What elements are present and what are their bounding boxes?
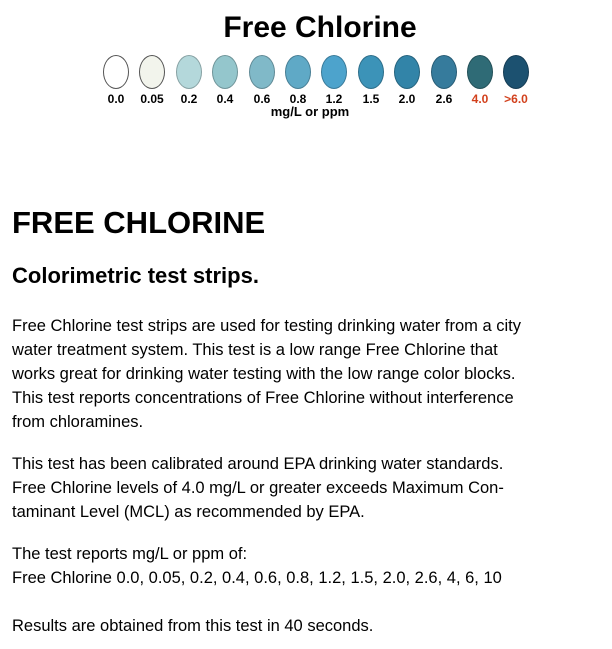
text-line: This test has been calibrated around EPA drinking water standards.: [12, 455, 504, 473]
document-subheading: Colorimetric test strips.: [12, 263, 259, 288]
paragraph-result-time: [12, 614, 608, 638]
color-swatch: [467, 55, 493, 89]
color-swatch: [139, 55, 165, 89]
text-line: This test reports concentrations of Free Chlorine without interference: [12, 389, 514, 407]
color-swatch: [321, 55, 347, 89]
swatch-label: >6.0: [504, 92, 528, 106]
color-swatch: [212, 55, 238, 89]
unit-label: mg/L or ppm: [270, 104, 350, 119]
color-swatch: [285, 55, 311, 89]
swatch-label: 4.0: [471, 92, 489, 106]
text-line: Free Chlorine test strips are used for testing drinking water from a city: [12, 317, 521, 335]
paragraph-reported-values: [12, 542, 608, 590]
swatch-label: 2.6: [435, 92, 453, 106]
text-line: Free Chlorine 0.0, 0.05, 0.2, 0.4, 0.6, 0.8, 1.2, 1.5, 2.0, 2.6, 4, 6, 10: [12, 569, 502, 587]
text-line: works great for drinking water testing with the low range color blocks.: [12, 365, 516, 383]
swatch-label: 0.8: [289, 92, 307, 106]
swatch-label: 0.05: [140, 92, 164, 106]
color-swatch: [431, 55, 457, 89]
color-swatch: [103, 55, 129, 89]
text-line: water treatment system. This test is a low range Free Chlorine that: [12, 341, 498, 359]
text-line: Results are obtained from this test in 40 seconds.: [12, 617, 374, 635]
swatch-label: 0.2: [180, 92, 198, 106]
text-line: from chloramines.: [12, 413, 144, 431]
text-line: taminant Level (MCL) as recommended by EPA.: [12, 503, 365, 521]
swatch-label: 1.5: [362, 92, 380, 106]
text-line: Free Chlorine levels of 4.0 mg/L or greater exceeds Maximum Con-: [12, 479, 504, 497]
color-swatch: [249, 55, 275, 89]
paragraph-description: [12, 314, 608, 434]
swatch-label: 0.4: [216, 92, 234, 106]
swatch-label: 2.0: [398, 92, 416, 106]
document-heading: FREE CHLORINE: [12, 205, 266, 240]
paragraph-calibration: [12, 452, 608, 524]
chart-title: Free Chlorine: [223, 11, 417, 44]
color-swatch: [394, 55, 420, 89]
color-swatch: [176, 55, 202, 89]
color-swatch: [503, 55, 529, 89]
text-line: The test reports mg/L or ppm of:: [12, 545, 248, 563]
swatch-label: 0.6: [253, 92, 271, 106]
color-swatch: [358, 55, 384, 89]
swatch-label: 1.2: [325, 92, 343, 106]
swatch-label: 0.0: [107, 92, 125, 106]
